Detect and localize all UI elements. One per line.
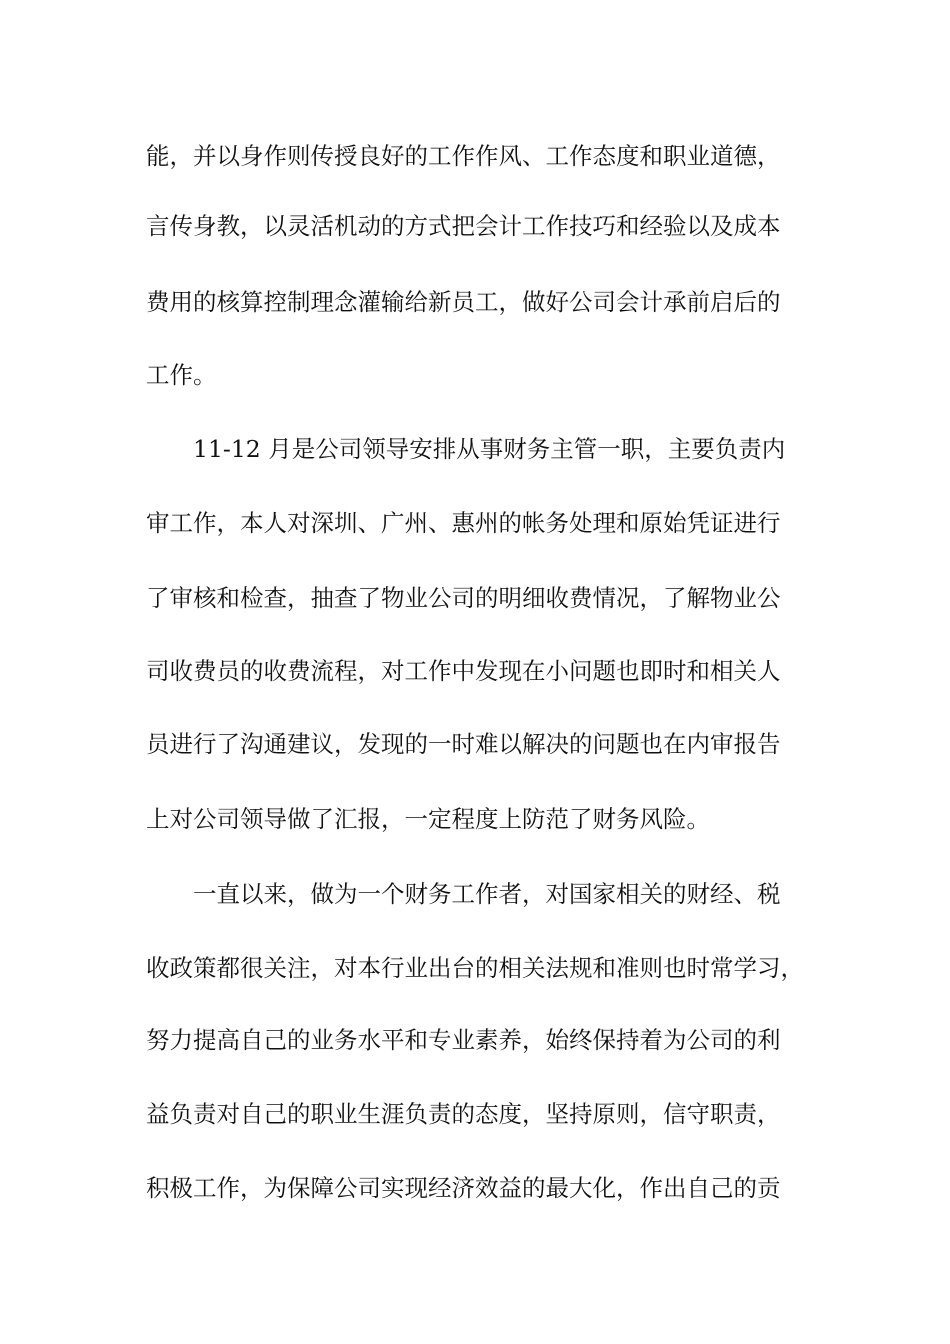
text-line: 审工作，本人对深圳、广州、惠州的帐务处理和原始凭证进行 <box>146 509 781 537</box>
text-line: 努力提高自己的业务水平和专业素养，始终保持着为公司的利 <box>146 1026 781 1054</box>
text-line: 工作。 <box>146 361 217 389</box>
text-line: 言传身教，以灵活机动的方式把会计工作技巧和经验以及成本 <box>146 212 781 240</box>
paragraph-first-line: 一直以来，做为一个财务工作者，对国家相关的财经、税 <box>193 880 781 908</box>
text-line: 了审核和检查，抽查了物业公司的明细收费情况，了解物业公 <box>146 584 781 612</box>
text-line: 员进行了沟通建议，发现的一时难以解决的问题也在内审报告 <box>146 730 781 758</box>
text-line: 上对公司领导做了汇报，一定程度上防范了财务风险。 <box>146 805 710 833</box>
text-line: 积极工作，为保障公司实现经济效益的最大化，作出自己的贡 <box>146 1174 781 1202</box>
text-line: 能，并以身作则传授良好的工作作风、工作态度和职业道德， <box>146 142 781 170</box>
text-line: 费用的核算控制理念灌输给新员工，做好公司会计承前启后的 <box>146 288 781 316</box>
text-line: 益负责对自己的职业生涯负责的态度，坚持原则，信守职责， <box>146 1100 781 1128</box>
text-line: 收政策都很关注，对本行业出台的相关法规和准则也时常学习， <box>146 954 804 982</box>
paragraph-first-line: 11-12 月是公司领导安排从事财务主管一职，主要负责内 <box>193 435 786 463</box>
text-line: 司收费员的收费流程，对工作中发现在小问题也即时和相关人 <box>146 657 781 685</box>
